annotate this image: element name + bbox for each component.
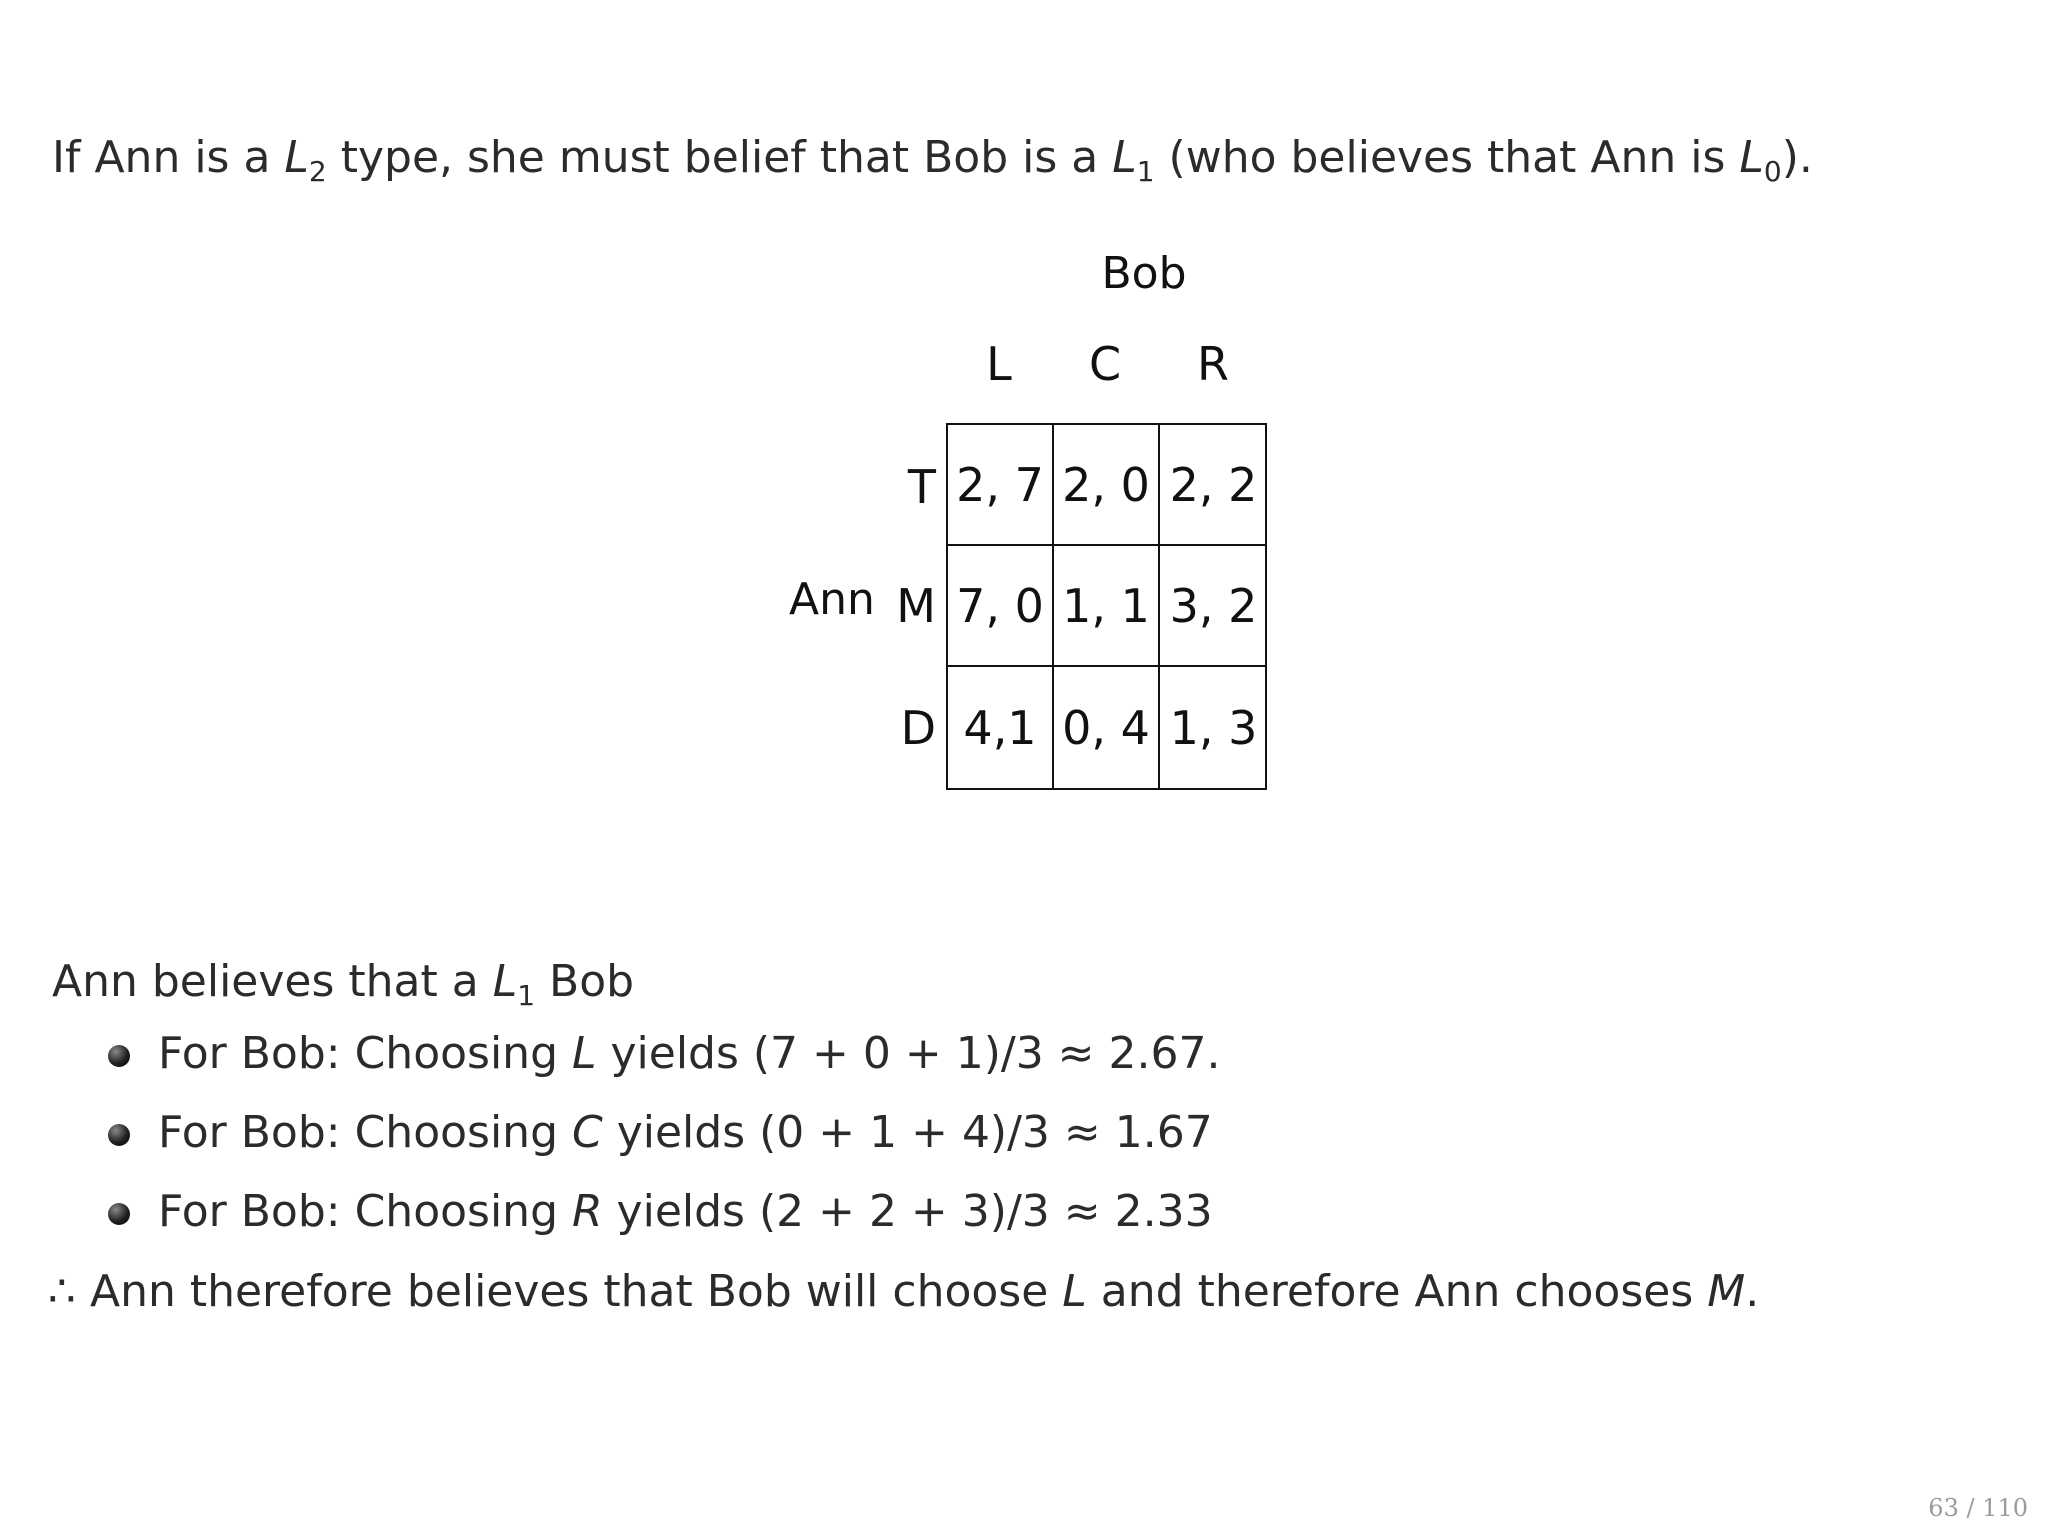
bullet-icon <box>108 1124 130 1146</box>
bullet-suffix: yields (0 + 1 + 4)/3 ≈ 1.67 <box>602 1107 1213 1158</box>
conclusion-text-2: and therefore Ann chooses <box>1086 1266 1708 1317</box>
bullet-list <box>100 1024 1221 1261</box>
list-item <box>100 1182 1221 1261</box>
math-l0-var: L <box>1739 132 1764 183</box>
payoff-cell: 2, 2 <box>1160 425 1267 546</box>
payoff-cell: 2, 7 <box>948 425 1054 546</box>
math-l2-sub: 2 <box>308 155 327 188</box>
payoff-cell: 2, 0 <box>1054 425 1160 546</box>
math-l0-sub: 0 <box>1763 155 1782 188</box>
bullet-icon <box>108 1203 130 1225</box>
list-item <box>100 1103 1221 1182</box>
payoff-cell: 1, 1 <box>1054 546 1160 667</box>
math-l1-var: L <box>1112 132 1137 183</box>
row-header-t: T <box>907 460 936 514</box>
payoff-cell: 1, 3 <box>1169 700 1258 755</box>
page-number: 63 / 110 <box>1928 1494 2028 1522</box>
intro-text-1: If Ann is a <box>52 132 285 183</box>
list-item <box>100 1024 1221 1103</box>
bullet-suffix: yields (2 + 2 + 3)/3 ≈ 2.33 <box>602 1186 1213 1237</box>
math-l1-var: L <box>492 956 518 1007</box>
row-player-label: Ann <box>789 574 875 625</box>
bullet-prefix: For Bob: Choosing <box>158 1186 572 1237</box>
bullet-prefix: For Bob: Choosing <box>158 1107 572 1158</box>
bullet-suffix: yields (7 + 0 + 1)/3 ≈ 2.67. <box>596 1028 1221 1079</box>
payoff-cell: 7, 0 <box>948 546 1054 667</box>
payoff-cell: 0, 4 <box>1054 667 1160 788</box>
intro-text-3: (who believes that Ann is <box>1154 132 1740 183</box>
payoff-matrix <box>946 423 1267 790</box>
math-m-var: M <box>1707 1266 1746 1317</box>
column-player-label: Bob <box>1101 248 1187 299</box>
belief-text-2: Bob <box>535 956 635 1007</box>
intro-text-4: ). <box>1781 132 1813 183</box>
math-l2-var: L <box>284 132 309 183</box>
payoff-cell: 3, 2 <box>1160 546 1267 667</box>
conclusion-sentence <box>48 1262 1759 1322</box>
intro-sentence <box>52 128 1813 188</box>
bullet-icon <box>108 1045 130 1067</box>
row-header-d: D <box>900 701 936 755</box>
math-l1-sub: 1 <box>1136 155 1155 188</box>
math-l-var: L <box>1062 1266 1087 1317</box>
column-header-l: L <box>986 337 1012 391</box>
column-header-c: C <box>1088 337 1122 391</box>
strategy-var: L <box>571 1028 597 1079</box>
belief-heading <box>52 952 634 1012</box>
payoff-cell: 4,1 <box>948 667 1054 788</box>
bullet-prefix: For Bob: Choosing <box>158 1028 572 1079</box>
intro-text-2: type, she must belief that Bob is a <box>326 132 1113 183</box>
row-header-m: M <box>896 579 936 633</box>
strategy-var: C <box>571 1107 603 1158</box>
math-l1-sub: 1 <box>517 979 536 1012</box>
conclusion-text-3: . <box>1745 1266 1760 1317</box>
strategy-var: R <box>571 1186 603 1237</box>
conclusion-text-1: Ann therefore believes that Bob will choose <box>76 1266 1063 1317</box>
therefore-symbol: ∴ <box>48 1266 76 1317</box>
column-header-r: R <box>1197 337 1229 391</box>
belief-text-1: Ann believes that a <box>52 956 493 1007</box>
